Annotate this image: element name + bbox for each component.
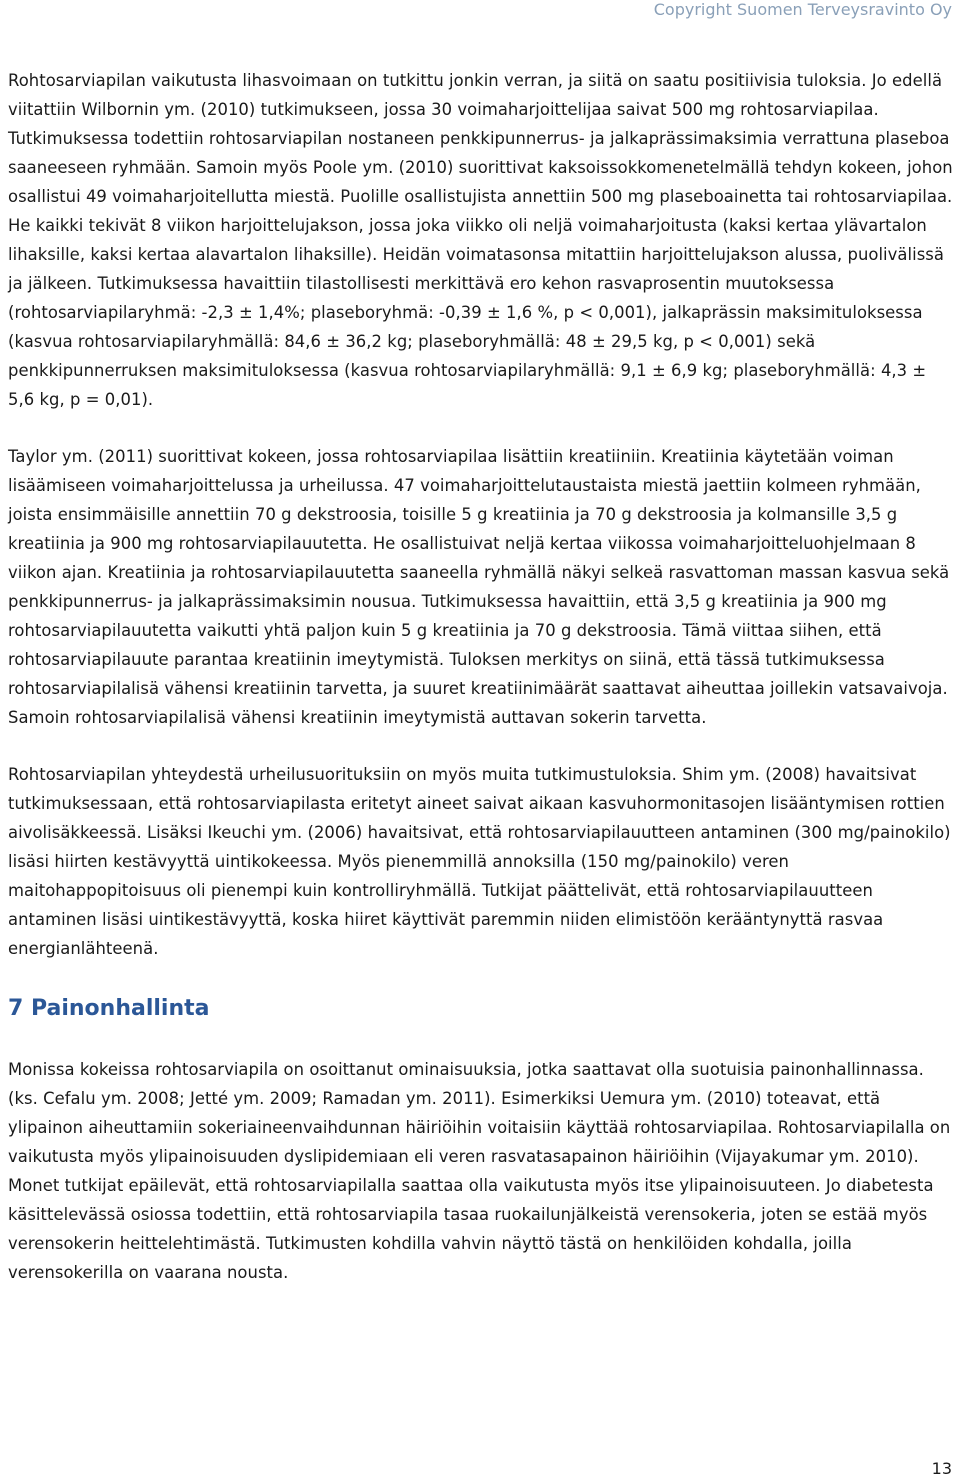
document-body [8,66,956,1287]
copyright-notice: Copyright Suomen Terveysravinto Oy [653,0,952,19]
paragraph-performance-studies: Rohtosarviapilan yhteydestä urheilusuorituksiin on myös muita tutkimustuloksia. Shim ym. (2008) havaitsivat tutkimuksessaan, että rohtosarviapilasta eritetyt aineet saivat aikaan kasvuhormonitasojen lisääntymisen rottien aivolisäkkeessä. Lisäksi Ikeuchi ym. (2006) havaitsivat, että rohtosarviapilauutteen antaminen (300 mg/painokilo) lisäsi hiirten kestävyyttä uintikokeessa. Myös pienemmillä annoksilla (150 mg/painokilo) veren maitohappopitoisuus oli pienempi kuin kontrolliryhmällä. Tutkijat päättelivät, että rohtosarviapilauutteen antaminen lisäsi uintikestävyyttä, koska hiiret käyttivät paremmin niiden elimistöön kerääntynyttä rasvaa energianlähteenä. [8,765,951,958]
paragraph-strength-studies: Rohtosarviapilan vaikutusta lihasvoimaan on tutkittu jonkin verran, ja siitä on saatu positiivisia tuloksia. Jo edellä viitattiin Wilbornin ym. (2010) tutkimukseen, jossa 30 voimaharjoittelijaa saivat 500 mg rohtosarviapilaa. Tutkimuksessa todettiin rohtosarviapilan nostaneen penkkipunnerrus- ja jalkaprässimaksimia verrattuna plaseboa saaneeseen ryhmään. Samoin myös Poole ym. (2010) suorittivat kaksoissokkomenetelmällä tehdyn kokeen, johon osallistui 49 voimaharjoitellutta miestä. Puolille osallistujista annettiin 500 mg plaseboainetta tai rohtosarviapilaa. He kaikki tekivät 8 viikon harjoittelujakson, jossa joka viikko oli neljä voimaharjoitusta (kaksi kertaa ylävartalon lihaksille, kaksi kertaa alavartalon lihaksille). Heidän voimatasonsa mitattiin harjoittelujakson alussa, puolivälissä ja jälkeen. Tutkimuksessa havaittiin tilastollisesti merkittävä ero kehon rasvaprosentin muutoksessa (rohtosarviapilaryhmä: -2,3 ± 1,4%; plaseboryhmä: -0,39 ± 1,6 %, p < 0,001), jalkaprässin maksimituloksessa (kasvua rohtosarviapilaryhmällä: 84,6 ± 36,2 kg; plaseboryhmällä: 48 ± 29,5 kg, p < 0,001) sekä penkkipunnerruksen maksimituloksessa (kasvua rohtosarviapilaryhmällä: 9,1 ± 6,9 kg; plaseboryhmällä: 4,3 ± 5,6 kg, p = 0,01). [8,71,953,409]
page-number: 13 [931,1459,952,1478]
paragraph-creatine-study: Taylor ym. (2011) suorittivat kokeen, jossa rohtosarviapilaa lisättiin kreatiiniin. Kreatiinia käytetään voiman lisäämiseen voimaharjoittelussa ja urheilussa. 47 voimaharjoittelutaustaista miestä jaettiin kolmeen ryhmään, joista ensimmäisille annettiin 70 g dekstroosia, toisille 5 g kreatiinia ja 70 g dekstroosia ja kolmansille 3,5 g kreatiinia ja 900 mg rohtosarviapilauutetta. He osallistuivat neljä kertaa viikossa voimaharjoitteluohjelmaan 8 viikon ajan. Kreatiinia ja rohtosarviapilauutetta saaneella ryhmällä näkyi selkeä rasvattoman massan kasvua sekä penkkipunnerrus- ja jalkaprässimaksimin nousua. Tutkimuksessa havaittiin, että 3,5 g kreatiinia ja 900 mg rohtosarviapilauutetta vaikutti yhtä paljon kuin 5 g kreatiinia ja 70 g dekstroosia. Tämä viittaa siihen, että rohtosarviapilauute parantaa kreatiinin imeytymistä. Tuloksen merkitys on siinä, että tässä tutkimuksessa rohtosarviapilalisä vähensi kreatiinin tarvetta, ja suuret kreatiinimäärät saattavat aiheuttaa joillekin vatsavaivoja. Samoin rohtosarviapilalisä vähensi kreatiinin imeytymistä auttavan sokerin tarvetta. [8,447,950,727]
paragraph-weight-management: Monissa kokeissa rohtosarviapila on osoittanut ominaisuuksia, jotka saattavat olla suotuisia painonhallinnassa. (ks. Cefalu ym. 2008; Jetté ym. 2009; Ramadan ym. 2011). Esimerkiksi Uemura ym. (2010) toteavat, että ylipainon aiheuttamiin sokeriaineenvaihdunnan häiriöihin voitaisiin käyttää rohtosarviapilaa. Rohtosarviapilalla on vaikutusta myös ylipainoisuuden dyslipidemiaan eli veren rasvatasapainon häiriöihin (Vijayakumar ym. 2010). Monet tutkijat epäilevät, että rohtosarviapilalla saattaa olla vaikutusta myös itse ylipainoisuuteen. Jo diabetesta käsittelevässä osiossa todettiin, että rohtosarviapila tasaa ruokailunjälkeistä verensokeria, joten se estää myös verensokerin heittelehtimästä. Tutkimusten kohdilla vahvin näyttö tästä on henkilöiden kohdalla, joilla verensokerilla on vaarana nousta. [8,1060,951,1282]
section-heading: 7 Painonhallinta [8,996,210,1021]
